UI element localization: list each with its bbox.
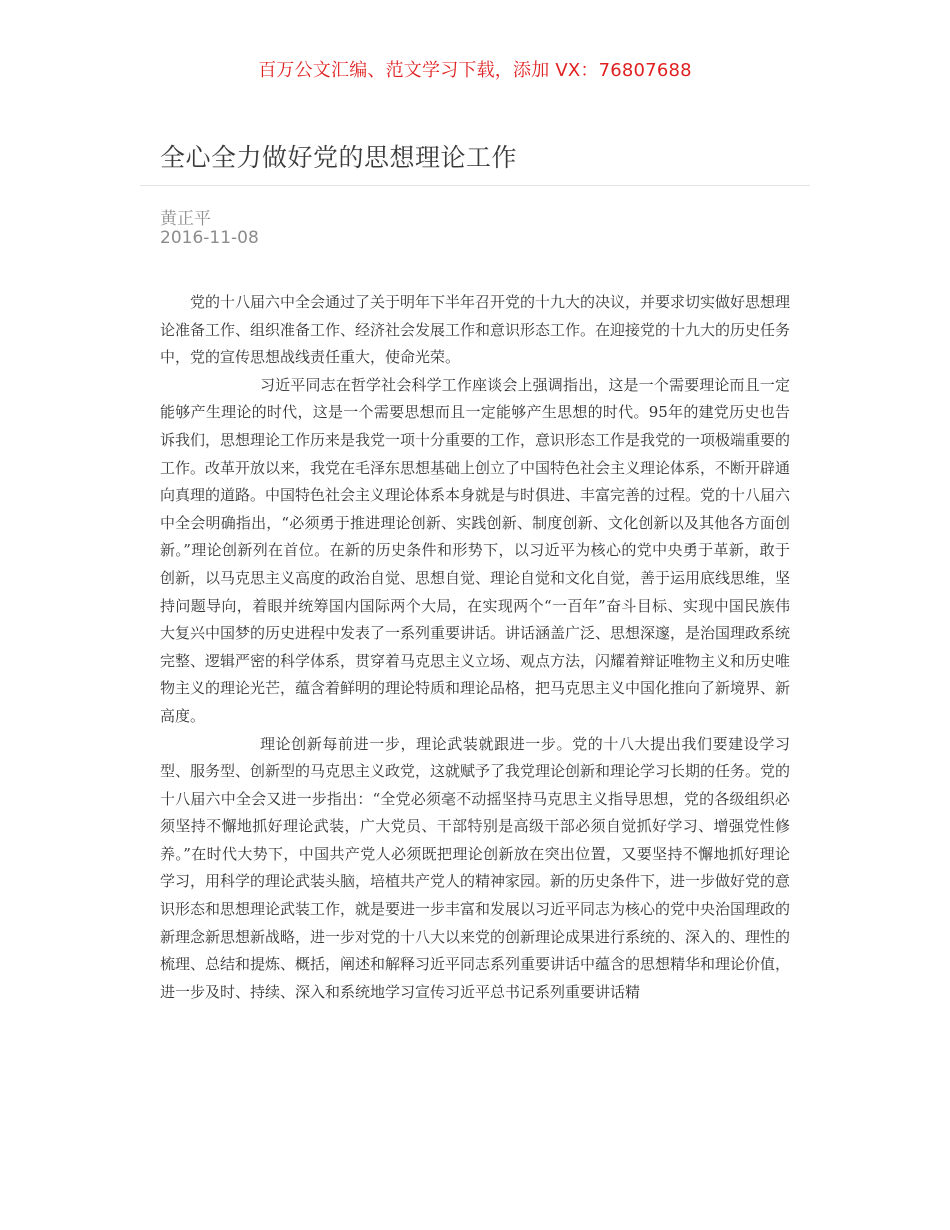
promo-banner: 百万公文汇编、范文学习下载，添加 VX：76807688 bbox=[258, 60, 692, 81]
article-title: 全心全力做好党的思想理论工作 bbox=[160, 143, 518, 172]
article-author: 黄正平 bbox=[160, 209, 211, 229]
article-date: 2016-11-08 bbox=[160, 228, 259, 248]
article-paragraph: 习近平同志在哲学社会科学工作座谈会上强调指出，这是一个需要理论而且一定能够产生理论的时代，这是一个需要思想而且一定能够产生思想的时代。95年的建党历史也告诉我们，思想理论工作历来是我党一项十分重要的工作，意识形态工作是我党的一项极端重要的工作。改革开放以来，我党在毛泽东思想基础上创立了中国特色社会主义理论体系，不断开辟通向真理的道路。中国特色社会主义理论体系本身就是与时俱进、丰富完善的过程。党的十八届六中全会明确指出，“必须勇于推进理论创新、实践创新、制度创新、文化创新以及其他各方面创新。”理论创新列在首位。在新的历史条件和形势下，以习近平为核心的党中央勇于革新，敢于创新，以马克思主义高度的政治自觉、思想自觉、理论自觉和文化自觉，善于运用底线思维，坚持问题导向，着眼并统筹国内国际两个大局，在实现两个“一百年”奋斗目标、实现中国民族伟大复兴中国梦的历史进程中发表了一系列重要讲话。讲话涵盖广泛、思想深邃，是治国理政系统完整、逻辑严密的科学体系，贯穿着马克思主义立场、观点方法，闪耀着辩证唯物主义和历史唯物主义的理论光芒，蕴含着鲜明的理论特质和理论品格，把马克思主义中国化推向了新境界、新高度。 bbox=[160, 375, 791, 725]
article-paragraph: 理论创新每前进一步，理论武装就跟进一步。党的十八大提出我们要建设学习型、服务型、创新型的马克思主义政党，这就赋予了我党理论创新和理论学习长期的任务。党的十八届六中全会又进一步指出：“全党必须毫不动摇坚持马克思主义指导思想，党的各级组织必须坚持不懈地抓好理论武装，广大党员、干部特别是高级干部必须自觉抓好学习、增强党性修养。”在时代大势下，中国共产党人必须既把理论创新放在突出位置，又要坚持不懈地抓好理论学习，用科学的理论武装头脑，培植共产党人的精神家园。新的历史条件下，进一步做好党的意识形态和思想理论武装工作，就是要进一步丰富和发展以习近平同志为核心的党中央治国理政的新理念新思想新战略，进一步对党的十八大以来党的创新理论成果进行系统的、深入的、理性的梳理、总结和提炼、概括，阐述和解释习近平同志系列重要讲话中蕴含的思想精华和理论价值，进一步及时、持续、深入和系统地学习宣传习近平总书记系列重要讲话精 bbox=[160, 734, 791, 1001]
title-divider bbox=[140, 185, 810, 186]
article-body bbox=[160, 289, 790, 1006]
article-paragraph: 党的十八届六中全会通过了关于明年下半年召开党的十九大的决议，并要求切实做好思想理论准备工作、组织准备工作、经济社会发展工作和意识形态工作。在迎接党的十九大的历史任务中，党的宣传思想战线责任重大，使命光荣。 bbox=[160, 293, 791, 367]
